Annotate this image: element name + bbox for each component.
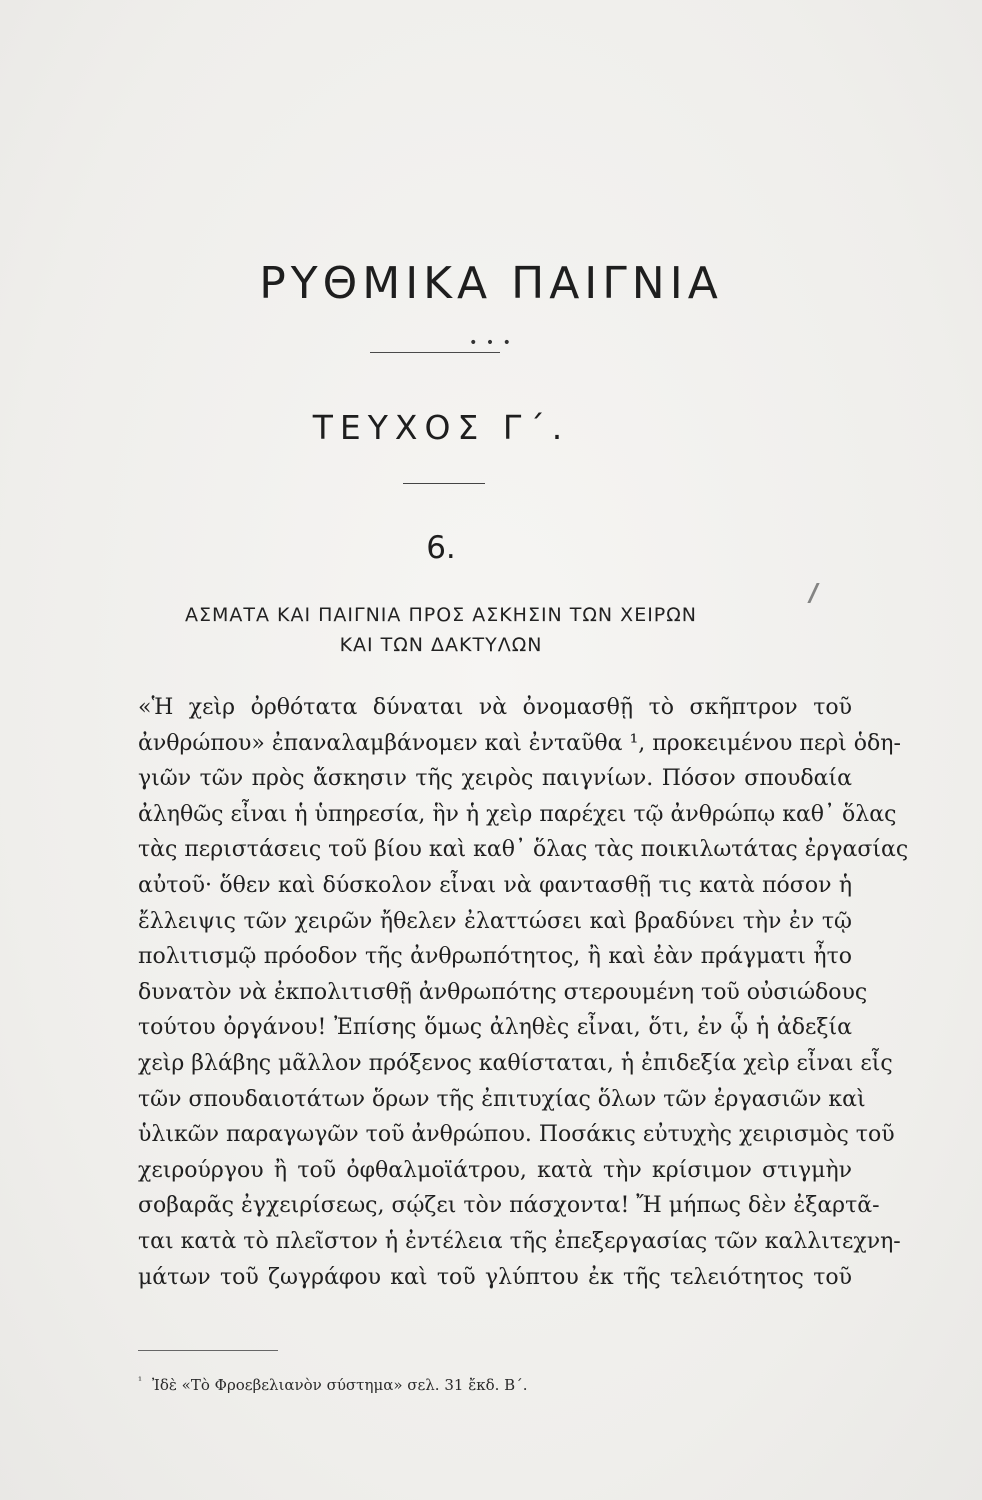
body-line: αὐτοῦ· ὅθεν καὶ δύσκολον εἶναι νὰ φαντασθῇ τις κατὰ πόσον ἡ <box>138 872 852 898</box>
body-line: «Ἡ χεὶρ ὀρθότατα δύναται νὰ ὀνομασθῇ τὸ σκῆπτρον τοῦ <box>138 695 852 720</box>
main-title: ΡΥΘΜΙΚΑ ΠΑΙΓΝΙΑ <box>259 258 723 309</box>
section-heading <box>0 600 882 660</box>
issue-divider <box>403 483 485 484</box>
section-number: 6. <box>426 530 456 566</box>
body-line: τῶν σπουδαιοτάτων ὅρων τῆς ἐπιτυχίας ὅλων τῶν ἐργασιῶν καὶ <box>138 1086 866 1112</box>
body-line: γιῶν τῶν πρὸς ἄσκησιν τῆς χειρὸς παιγνίων. Πόσον σπουδαία <box>138 766 852 792</box>
body-line: χεὶρ βλάβης μᾶλλον πρόξενος καθίσταται, ἡ ἐπιδεξία χεὶρ εἶναι εἷς <box>138 1050 893 1076</box>
body-line: ἔλλειψις τῶν χειρῶν ἤθελεν ἐλαττώσει καὶ βραδύνει τὴν ἐν τῷ <box>138 908 852 934</box>
ornament-dots: • • • <box>469 335 513 351</box>
section-heading-line-1: ΑΣΜΑΤΑ ΚΑΙ ΠΑΙΓΝΙΑ ΠΡΟΣ ΑΣΚΗΣΙΝ ΤΩΝ ΧΕΙΡΩΝ <box>184 604 697 626</box>
body-line: δυνατὸν νὰ ἐκπολιτισθῇ ἀνθρωπότης στερουμένη τοῦ οὐσιώδους <box>138 979 868 1005</box>
body-line: μάτων τοῦ ζωγράφου καὶ τοῦ γλύπτου ἐκ τῆς τελειότητος τοῦ <box>138 1264 852 1290</box>
footnote-text: Ἰδὲ «Τὸ Φροεβελιανὸν σύστημα» σελ. 31 ἔκδ. Β΄. <box>152 1376 528 1394</box>
body-paragraph <box>138 690 909 1295</box>
body-line: χειρούργου ἢ τοῦ ὀφθαλμοϊάτρου, κατὰ τὴν κρίσιμον στιγμὴν <box>138 1157 852 1183</box>
body-line: τὰς περιστάσεις τοῦ βίου καὶ καθ᾽ ὅλας τὰς ποικιλωτάτας ἐργασίας <box>138 837 909 863</box>
footnote-divider <box>138 1350 278 1351</box>
body-line: τούτου ὀργάνου! Ἐπίσης ὅμως ἀληθὲς εἶναι, ὅτι, ἐν ᾧ ἡ ἀδεξία <box>138 1015 852 1041</box>
footnote <box>138 1376 527 1394</box>
title-divider <box>370 352 500 353</box>
section-heading-line-2: ΚΑΙ ΤΩΝ ΔΑΚΤΥΛΩΝ <box>339 634 543 656</box>
body-line: ἀνθρώπου» ἐπαναλαμβάνομεν καὶ ἐνταῦθα ¹, προκειμένου περὶ ὁδη- <box>138 730 901 756</box>
body-line: ται κατὰ τὸ πλεῖστον ἡ ἐντέλεια τῆς ἐπεξεργασίας τῶν καλλιτεχνη- <box>138 1228 901 1254</box>
footnote-marker: ¹ <box>138 1376 143 1387</box>
issue-title: ΤΕΥΧΟΣ Γ΄. <box>312 408 570 447</box>
body-line: ἀληθῶς εἶναι ἡ ὑπηρεσία, ἣν ἡ χεὶρ παρέχει τῷ ἀνθρώπῳ καθ᾽ ὅλας <box>138 801 897 827</box>
body-line: πολιτισμῷ πρόοδον τῆς ἀνθρωπότητος, ἢ καὶ ἐὰν πράγματι ἦτο <box>138 944 852 970</box>
body-line: σοβαρᾶς ἐγχειρίσεως, σῴζει τὸν πάσχοντα! Ἤ μήπως δὲν ἐξαρτᾶ- <box>138 1193 880 1219</box>
body-line: ὑλικῶν παραγωγῶν τοῦ ἀνθρώπου. Ποσάκις εὐτυχὴς χειρισμὸς τοῦ <box>138 1122 895 1148</box>
